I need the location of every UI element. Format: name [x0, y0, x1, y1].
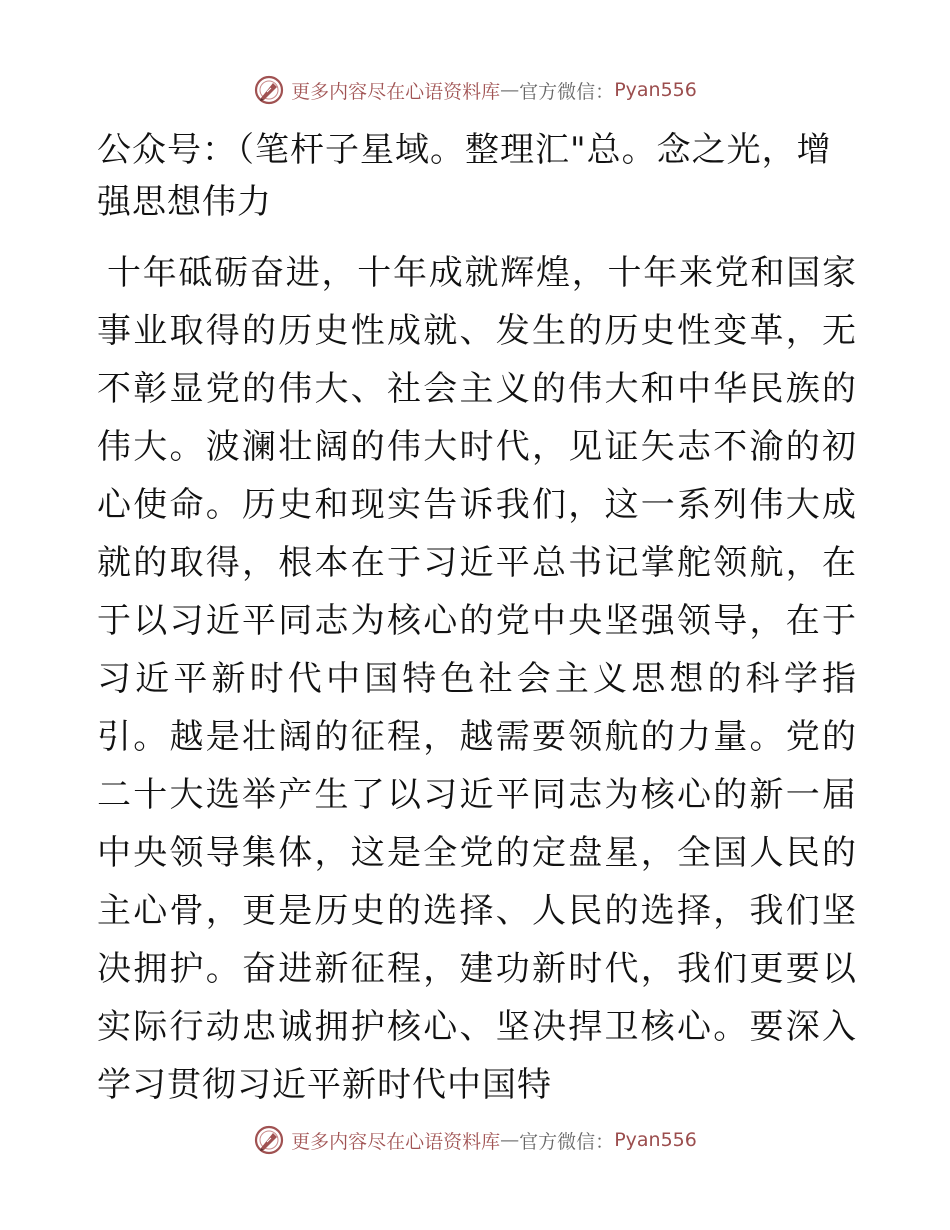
pen-nib-logo-icon — [253, 74, 285, 106]
header-separator: — — [500, 79, 520, 101]
footer-separator: — — [500, 1129, 520, 1151]
page-header-watermark — [0, 72, 950, 108]
footer-wechat-id: Pyan556 — [614, 1129, 697, 1151]
header-watermark-text: 更多内容尽在心语资料库 — [291, 80, 501, 103]
document-paragraph: 十年砥砺奋进，十年成就辉煌，十年来党和国家事业取得的历史性成就、发生的历史性变革，无不彰显党的伟大、社会主义的伟大和中华民族的伟大。波澜壮阔的伟大时代，见证矢志不渝的初心使命。历史和现实告诉我们，这一系列伟大成就的取得，根本在于习近平总书记掌舵领航，在于以习近平同志为核心的党中央坚强领导，在于习近平新时代中国特色社会主义思想的科学指引。越是壮阔的征程，越需要领航的力量。党的二十大选举产生了以习近平同志为核心的新一届中央领导集体，这是全党的定盘星，全国人民的主心骨，更是历史的选择、人民的选择，我们坚决拥护。奋进新征程，建功新时代，我们更要以实际行动忠诚拥护核心、坚决捍卫核心。要深入学习贯彻习近平新时代中国特 — [97, 253, 857, 1105]
pen-nib-logo-icon — [253, 1124, 285, 1156]
header-wechat-id: Pyan556 — [614, 79, 697, 101]
document-title: 公众号：（笔杆子星域。整理汇"总。念之光，增强思想伟力 — [97, 130, 832, 222]
footer-watermark-text: 更多内容尽在心语资料库 — [291, 1130, 501, 1153]
header-wechat-label: 官方微信： — [519, 80, 615, 103]
page-footer-watermark — [0, 1122, 950, 1158]
footer-wechat-label: 官方微信： — [519, 1130, 615, 1153]
document-body — [97, 124, 857, 1114]
